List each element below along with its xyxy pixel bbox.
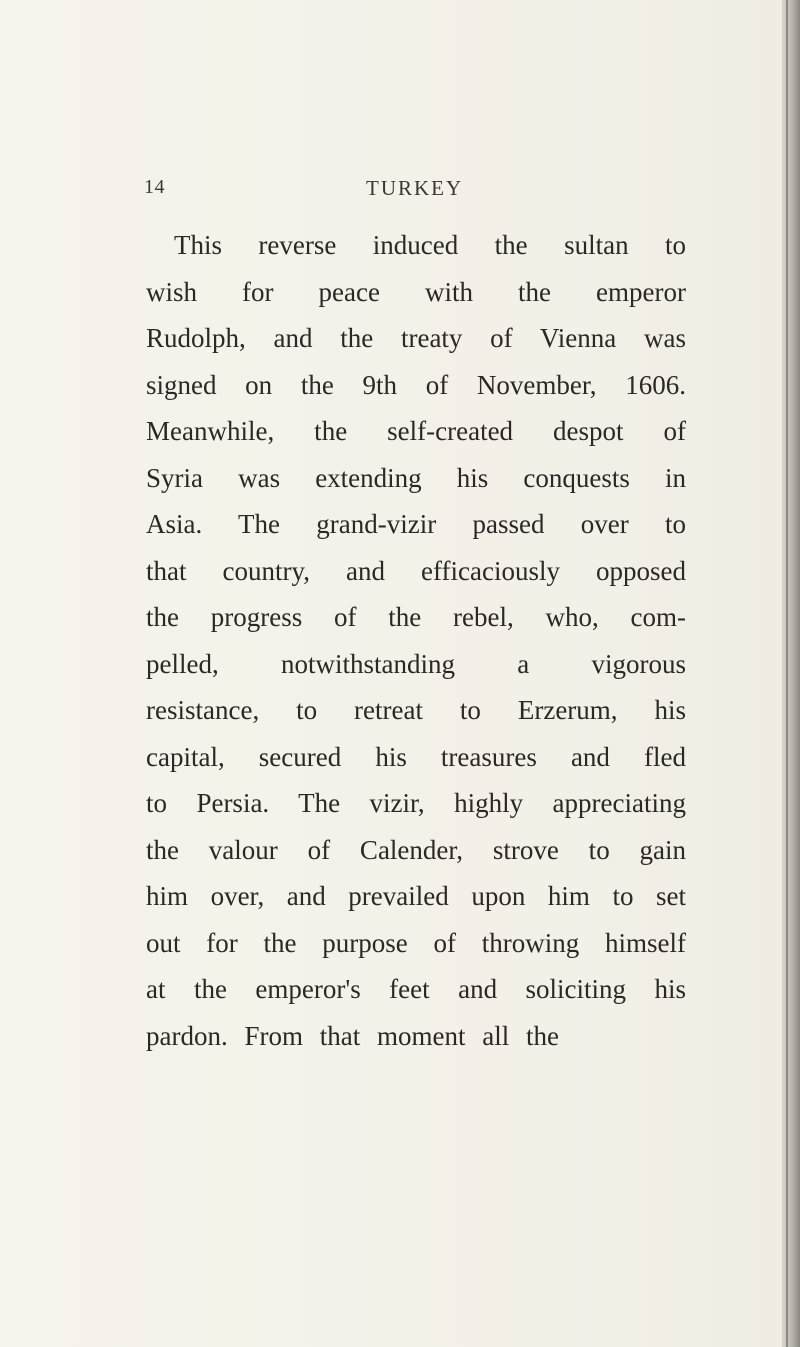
text-line: This reverse induced the sultan to [174, 230, 686, 260]
text-line: Meanwhile, the self-created despot of [146, 416, 686, 446]
page-edge-line [786, 0, 788, 1347]
text-line: at the emperor's feet and soliciting his [146, 974, 686, 1004]
text-line: wish for peace with the emperor [146, 276, 686, 307]
text-line: Syria was extending his conquests in [146, 462, 686, 493]
text-line: pardon. From that moment all the [146, 1020, 559, 1051]
page-header [144, 176, 704, 206]
text-line: pelled, notwithstanding a vigorous [146, 648, 686, 679]
text-line: resistance, to retreat to Erzerum, his [146, 695, 686, 725]
page-number: 14 [144, 176, 165, 198]
text-line: that country, and efficaciously opposed [146, 555, 686, 586]
text-line: the valour of Calender, strove to gain [146, 834, 686, 865]
text-line: out for the purpose of throwing himself [146, 927, 686, 958]
text-line: Rudolph, and the treaty of Vienna was [146, 323, 686, 353]
text-line: signed on the 9th of November, 1606. [146, 369, 686, 400]
text-line: Asia. The grand-vizir passed over to [146, 509, 686, 539]
text-line: the progress of the rebel, who, com- [146, 602, 686, 632]
text-line: capital, secured his treasures and fled [146, 741, 686, 772]
text-line: him over, and prevailed upon him to set [146, 881, 686, 911]
body-text [146, 222, 686, 1059]
text-line: to Persia. The vizir, highly appreciating [146, 788, 686, 818]
page-edge-shadow [782, 0, 800, 1347]
running-head: TURKEY [366, 176, 464, 200]
